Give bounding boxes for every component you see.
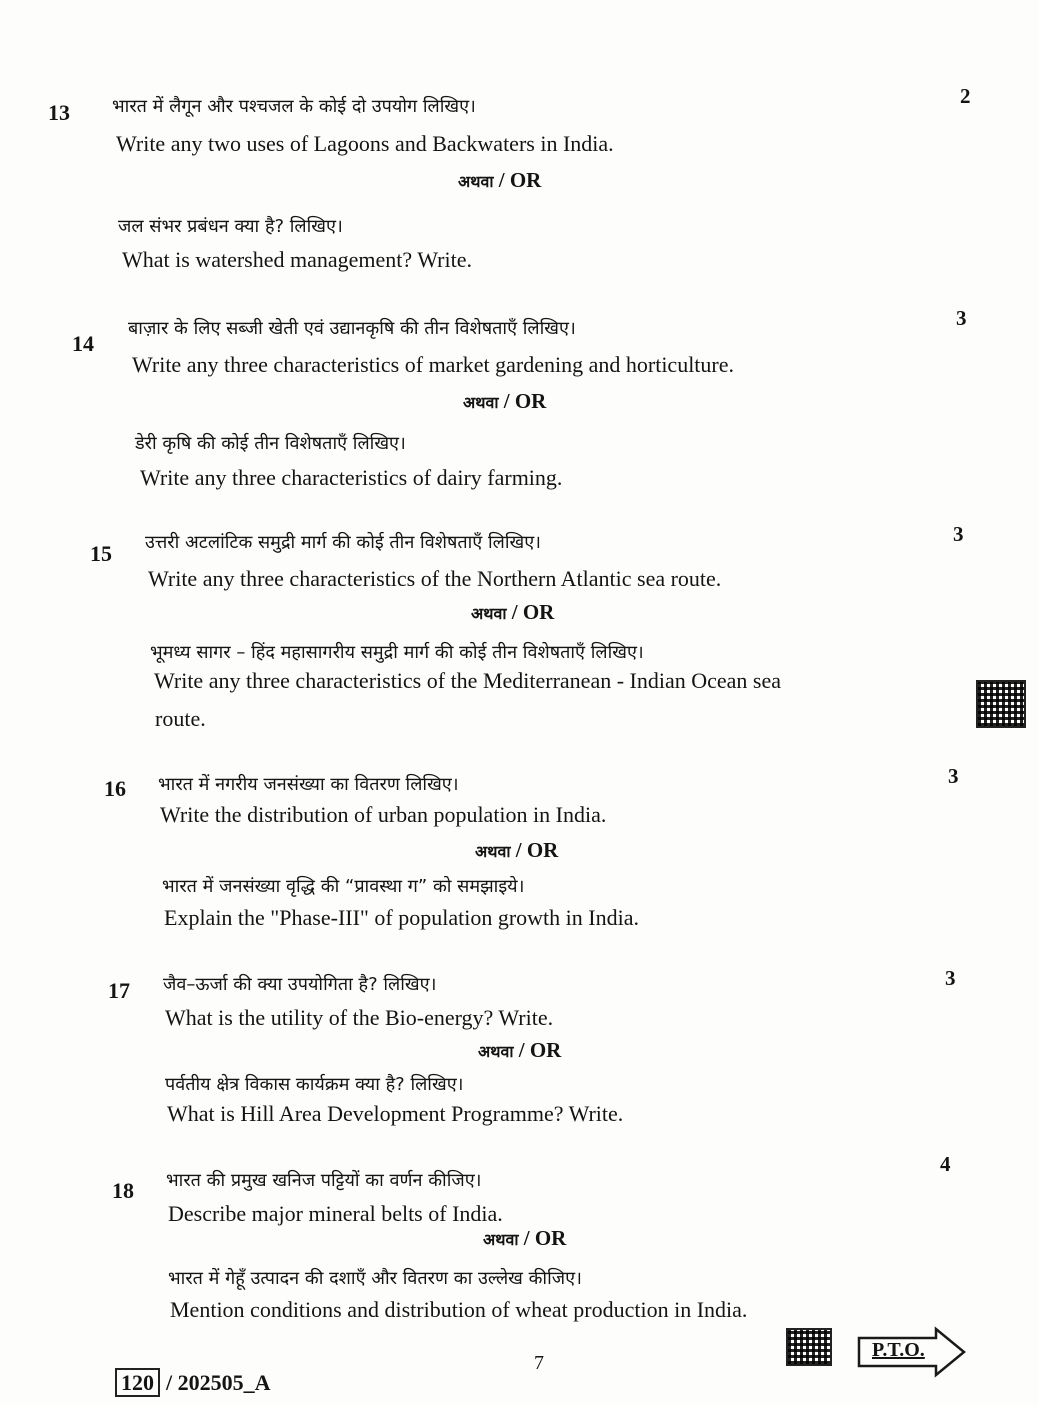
alt-question-english: Explain the "Phase-III" of population growth in India. xyxy=(164,905,639,930)
or-separator: अथवा / OR xyxy=(458,168,542,192)
question-hindi: भारत में नगरीय जनसंख्या का वितरण लिखिए। xyxy=(158,774,459,795)
question-number: 15 xyxy=(90,541,112,566)
alt-question-hindi: भारत में गेहूँ उत्पादन की दशाएँ और वितरण का उल्लेख कीजिए। xyxy=(168,1268,582,1289)
marks: 4 xyxy=(940,1152,951,1176)
alt-question-hindi: जल संभर प्रबंधन क्या है? लिखिए। xyxy=(118,216,343,237)
alt-question-english: What is Hill Area Development Programme? Write. xyxy=(167,1101,624,1126)
question-hindi: भारत में लैगून और पश्चजल के कोई दो उपयोग लिखिए। xyxy=(112,96,476,117)
paper-code-boxed: 120 xyxy=(115,1368,160,1397)
question-hindi: उत्तरी अटलांटिक समुद्री मार्ग की कोई तीन विशेषताएँ लिखिए। xyxy=(145,532,541,553)
question-english: What is the utility of the Bio-energy? Write. xyxy=(165,1005,554,1030)
marks: 3 xyxy=(953,522,964,546)
alt-question-english-cont: route. xyxy=(155,706,206,731)
or-separator: अथवा / OR xyxy=(483,1226,567,1250)
or-separator: अथवा / OR xyxy=(478,1038,562,1062)
pto-arrow xyxy=(856,1326,968,1378)
alt-question-english: Mention conditions and distribution of wheat production in India. xyxy=(170,1297,748,1322)
alt-question-hindi: पर्वतीय क्षेत्र विकास कार्यक्रम क्या है? लिखिए। xyxy=(165,1074,464,1095)
question-english: Write the distribution of urban population in India. xyxy=(160,802,607,827)
question-hindi: जैव–ऊर्जा की क्या उपयोगिता है? लिखिए। xyxy=(163,974,437,995)
alt-question-english: What is watershed management? Write. xyxy=(122,247,472,272)
question-english: Write any two uses of Lagoons and Backwaters in India. xyxy=(116,131,614,156)
question-number: 17 xyxy=(108,978,130,1003)
or-separator: अथवा / OR xyxy=(463,389,547,413)
question-english: Describe major mineral belts of India. xyxy=(168,1201,503,1226)
or-separator: अथवा / OR xyxy=(471,600,555,624)
qr-code-icon xyxy=(976,680,1026,728)
question-hindi: बाज़ार के लिए सब्जी खेती एवं उद्यानकृषि की तीन विशेषताएँ लिखिए। xyxy=(128,318,576,339)
marks: 3 xyxy=(948,764,959,788)
question-number: 14 xyxy=(72,331,94,356)
question-hindi: भारत की प्रमुख खनिज पट्टियों का वर्णन कीजिए। xyxy=(166,1170,482,1191)
alt-question-hindi: भूमध्य सागर – हिंद महासागरीय समुद्री मार्ग की कोई तीन विशेषताएँ लिखिए। xyxy=(150,642,644,663)
question-english: Write any three characteristics of the Northern Atlantic sea route. xyxy=(148,566,722,591)
alt-question-hindi: डेरी कृषि की कोई तीन विशेषताएँ लिखिए। xyxy=(135,433,406,454)
marks: 2 xyxy=(960,84,971,108)
alt-question-hindi: भारत में जनसंख्या वृद्धि की “प्रावस्था ग” को समझाइये। xyxy=(162,876,525,897)
alt-question-english: Write any three characteristics of dairy farming. xyxy=(140,465,563,490)
qr-code-icon xyxy=(786,1328,832,1366)
question-number: 18 xyxy=(112,1178,134,1203)
question-number: 13 xyxy=(48,100,70,125)
alt-question-english: Write any three characteristics of the Mediterranean - Indian Ocean sea xyxy=(154,668,782,693)
paper-code xyxy=(115,1370,271,1396)
paper-code-rest: / 202505_A xyxy=(166,1370,271,1395)
question-number: 16 xyxy=(104,776,126,801)
pto-label: P.T.O. xyxy=(872,1339,925,1361)
question-english: Write any three characteristics of market gardening and horticulture. xyxy=(132,352,735,377)
page-number: 7 xyxy=(534,1352,544,1374)
marks: 3 xyxy=(956,306,967,330)
or-separator: अथवा / OR xyxy=(475,838,559,862)
marks: 3 xyxy=(945,966,956,990)
